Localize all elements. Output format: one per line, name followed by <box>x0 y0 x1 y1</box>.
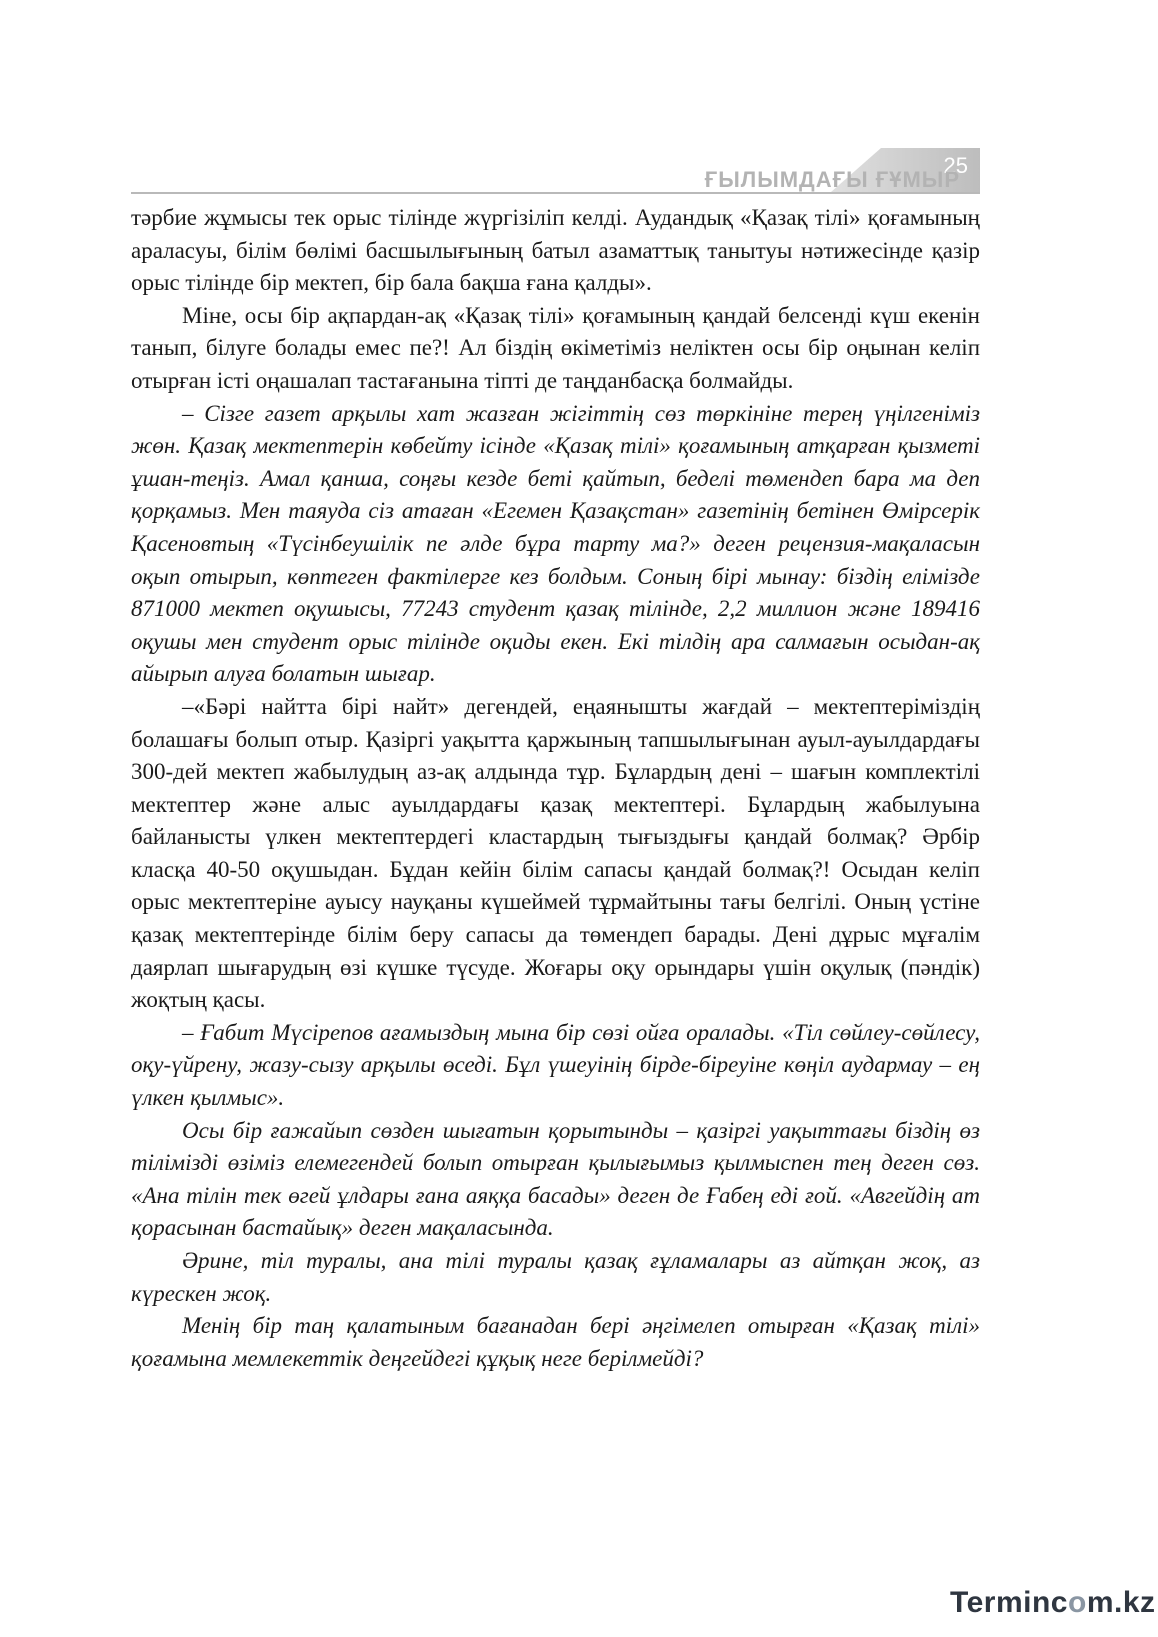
running-header <box>131 148 980 195</box>
paragraph: –«Бәрі найтта бірі найт» дегендей, еңаянышты жағдай – мектептеріміздің болашағы болып отыр. Қазіргі уақытта қаржының тапшылығынан ауыл-ауылдардағы 300-дей мектеп жабылудың аз-ақ алдында тұр. Бұлардың дені – шағын комплектілі мектептер және алыс ауылдардағы қазақ мектептері. Бұлардың жабылуына байланысты үлкен мектептердегі кластардың тығыздығы қандай болмақ? Әрбір класқа 40-50 оқушыдан. Бұдан кейін білім сапасы қандай болмақ?! Осыдан келіп орыс мектептеріне ауысу науқаны күшеймей тұрмайтыны тағы белгілі. Оның үстіне қазақ мектептерінде білім беру сапасы да төмендеп барады. Дені дұрыс мұғалім даярлап шығарудың өзі күшке түсуде. Жоғары оқу орындары үшін оқулық (пәндік) жоқтың қасы. <box>131 693 980 1013</box>
page-number: 25 <box>943 153 968 178</box>
paragraph-italic: Әрине, тіл туралы, ана тілі туралы қазақ ғұламалары аз айтқан жоқ, аз күрескен жоқ. <box>131 1248 980 1306</box>
paragraph-italic: – Ғабит Мүсірепов ағамыздың мына бір сөзі ойға оралады. «Тіл сөйлеу-сөйлесу, оқу-үйрену, жазу-сызу арқылы өседі. Бұл үшеуінің бірде-біреуіне көңіл аудармау – ең үлкен қылмыс». <box>131 1019 980 1111</box>
paragraph-italic: – Сізге газет арқылы хат жазған жігіттің сөз төркініне терең үңілгеніміз жөн. Қазақ мектептерін көбейту ісінде «Қазақ тілі» қоғамының атқарған қызметі ұшан-теңіз. Амал қанша, соңғы кезде беті қайтып, беделі төмендеп бара ма деп қорқамыз. Мен таяуда сіз атаған «Егемен Қазақстан» газетінің бетінен Өмірсерік Қасеновтың «Түсінбеушілік пе әлде бұра тарту ма?» деген рецензия-мақаласын оқып отырып, көптеген фактілерге кез болдым. Соның бірі мынау: біздің елімізде 871000 мектеп оқушысы, 77243 студент қазақ тілінде, 2,2 миллион және 189416 оқушы мен студент орыс тілінде оқиды екен. Екі тілдің ара салмағын осыдан-ақ айырып алуға болатын шығар. <box>131 400 980 687</box>
paragraph: Міне, осы бір ақпардан-ақ «Қазақ тілі» қоғамының қандай белсенді күш екенін танып, білуге болады емес пе?! Ал біздің өкіметіміз неліктен осы бір оңынан келіп отырған істі оңашалап тастағанына тіпті де таңданбасқа болмайды. <box>131 302 980 393</box>
article-body <box>131 202 980 1375</box>
section-title: ҒЫЛЫМДАҒЫ ҒҰМЫР <box>704 167 960 192</box>
terminco-watermark <box>950 1580 1156 1630</box>
watermark-text: Termincom.kz <box>950 1586 1156 1619</box>
paragraph-italic: Менің бір таң қалатыным бағанадан бері әңгімелеп отырған «Қазақ тілі» қоғамына мемлекеттік деңгейдегі құқық неге берілмейді? <box>131 1313 980 1371</box>
paragraph-continuation: тәрбие жұмысы тек орыс тілінде жүргізіліп келді. Аудандық «Қазақ тілі» қоғамының араласуы, білім бөлімі басшылығының батыл азаматтық танытуы нәтижесінде қазір орыс тілінде бір мектеп, бір бала бақша ғана қалды». <box>131 205 980 296</box>
paragraph-italic: Осы бір ғажайып сөзден шығатын қорытынды – қазіргі уақыттағы біздің өз тілімізді өзіміз елемегендей болып отырған қылығымыз қылмыспен тең деген сөз. «Ана тілін тек өгей ұлдары ғана аяққа басады» деген де Ғабең еді ғой. «Авгейдің ат қорасынан бастайық» деген мақаласында. <box>131 1117 980 1241</box>
